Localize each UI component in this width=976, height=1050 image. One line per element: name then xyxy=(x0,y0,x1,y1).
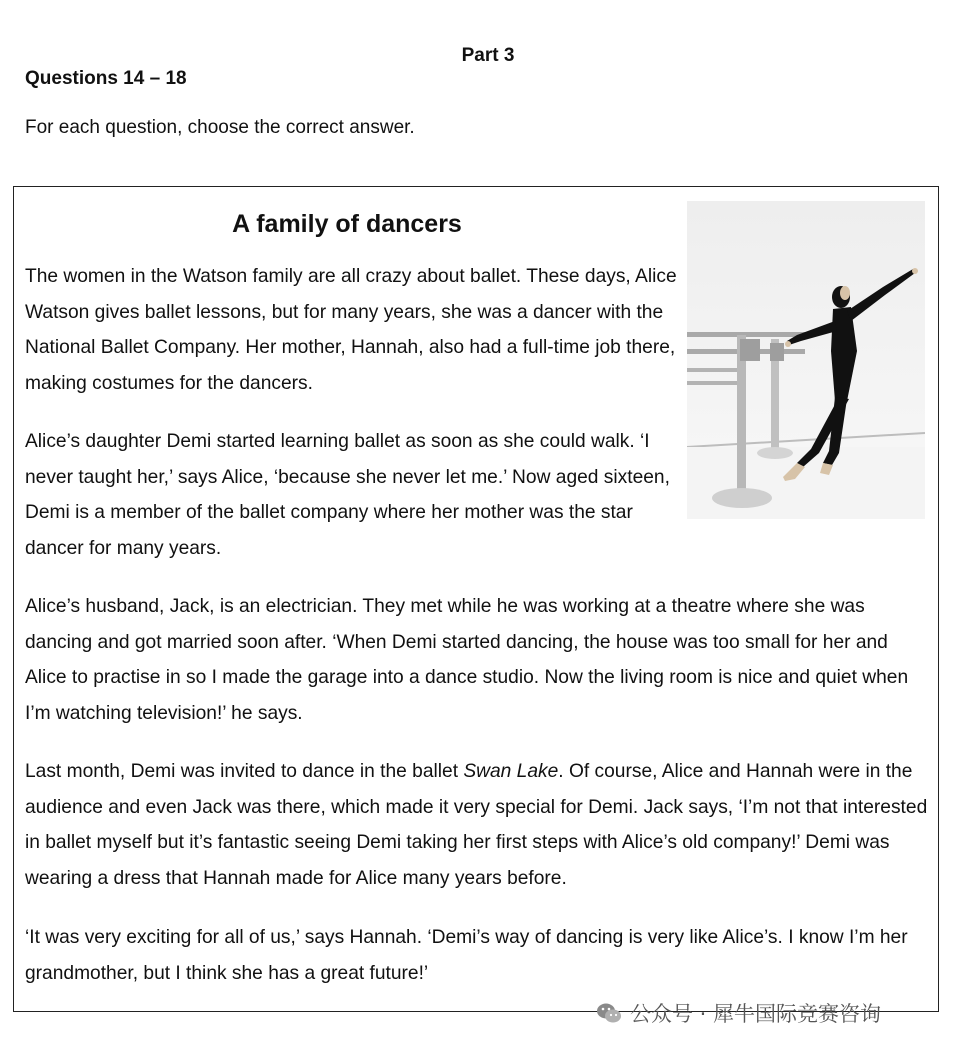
watermark xyxy=(596,996,881,1030)
ballet-title: Swan Lake xyxy=(463,761,559,782)
paragraph-3: Alice’s husband, Jack, is an electrician. They met while he was working at a theatre where she was dancing and got married soon after. ‘When Demi started dancing, the house was too small for her and Alice to practise in so I made the garage into a dance studio. Now the living room is nice and quiet when I’m watching television!’ he says. xyxy=(25,596,909,724)
paragraph-5: ‘It was very exciting for all of us,’ says Hannah. ‘Demi’s way of dancing is very like Alice’s. I know I’m her grandmother, but I think she has a great future!’ xyxy=(25,927,908,984)
wechat-icon xyxy=(596,1001,622,1025)
article-title: A family of dancers xyxy=(232,210,462,238)
questions-heading: Questions 14 – 18 xyxy=(25,68,187,89)
paragraph-2: Alice’s daughter Demi started learning ballet as soon as she could walk. ‘I never taught her,’ says Alice, ‘because she never let me.’ Now aged sixteen, Demi is a member of the ballet company where her mother was the star dancer for many years. xyxy=(25,431,670,559)
paragraph-4-before: Last month, Demi was invited to dance in the ballet xyxy=(25,761,464,782)
part-title: Part 3 xyxy=(461,45,515,66)
instruction-text: For each question, choose the correct answer. xyxy=(25,117,415,138)
watermark-text: 公众号 · 犀牛国际竞赛咨询 xyxy=(630,1002,882,1026)
paragraph-4 xyxy=(25,754,930,896)
ballet-dancer-photo xyxy=(687,201,925,519)
paragraph-4-after: . Of course, Alice and Hannah were in the audience and even Jack was there, which made it very special for Demi. Jack says, ‘I’m not that interested in ballet myself but it’s fantastic seeing Demi taking her first steps with Alice’s old company!’ Demi was wearing a dress that Hannah made for Alice many years before. xyxy=(25,761,928,889)
paragraph-1: The women in the Watson family are all crazy about ballet. These days, Alice Watson gives ballet lessons, but for many years, she was a dancer with the National Ballet Company. Her mother, Hannah, also had a full-time job there, making costumes for the dancers. xyxy=(25,266,677,394)
